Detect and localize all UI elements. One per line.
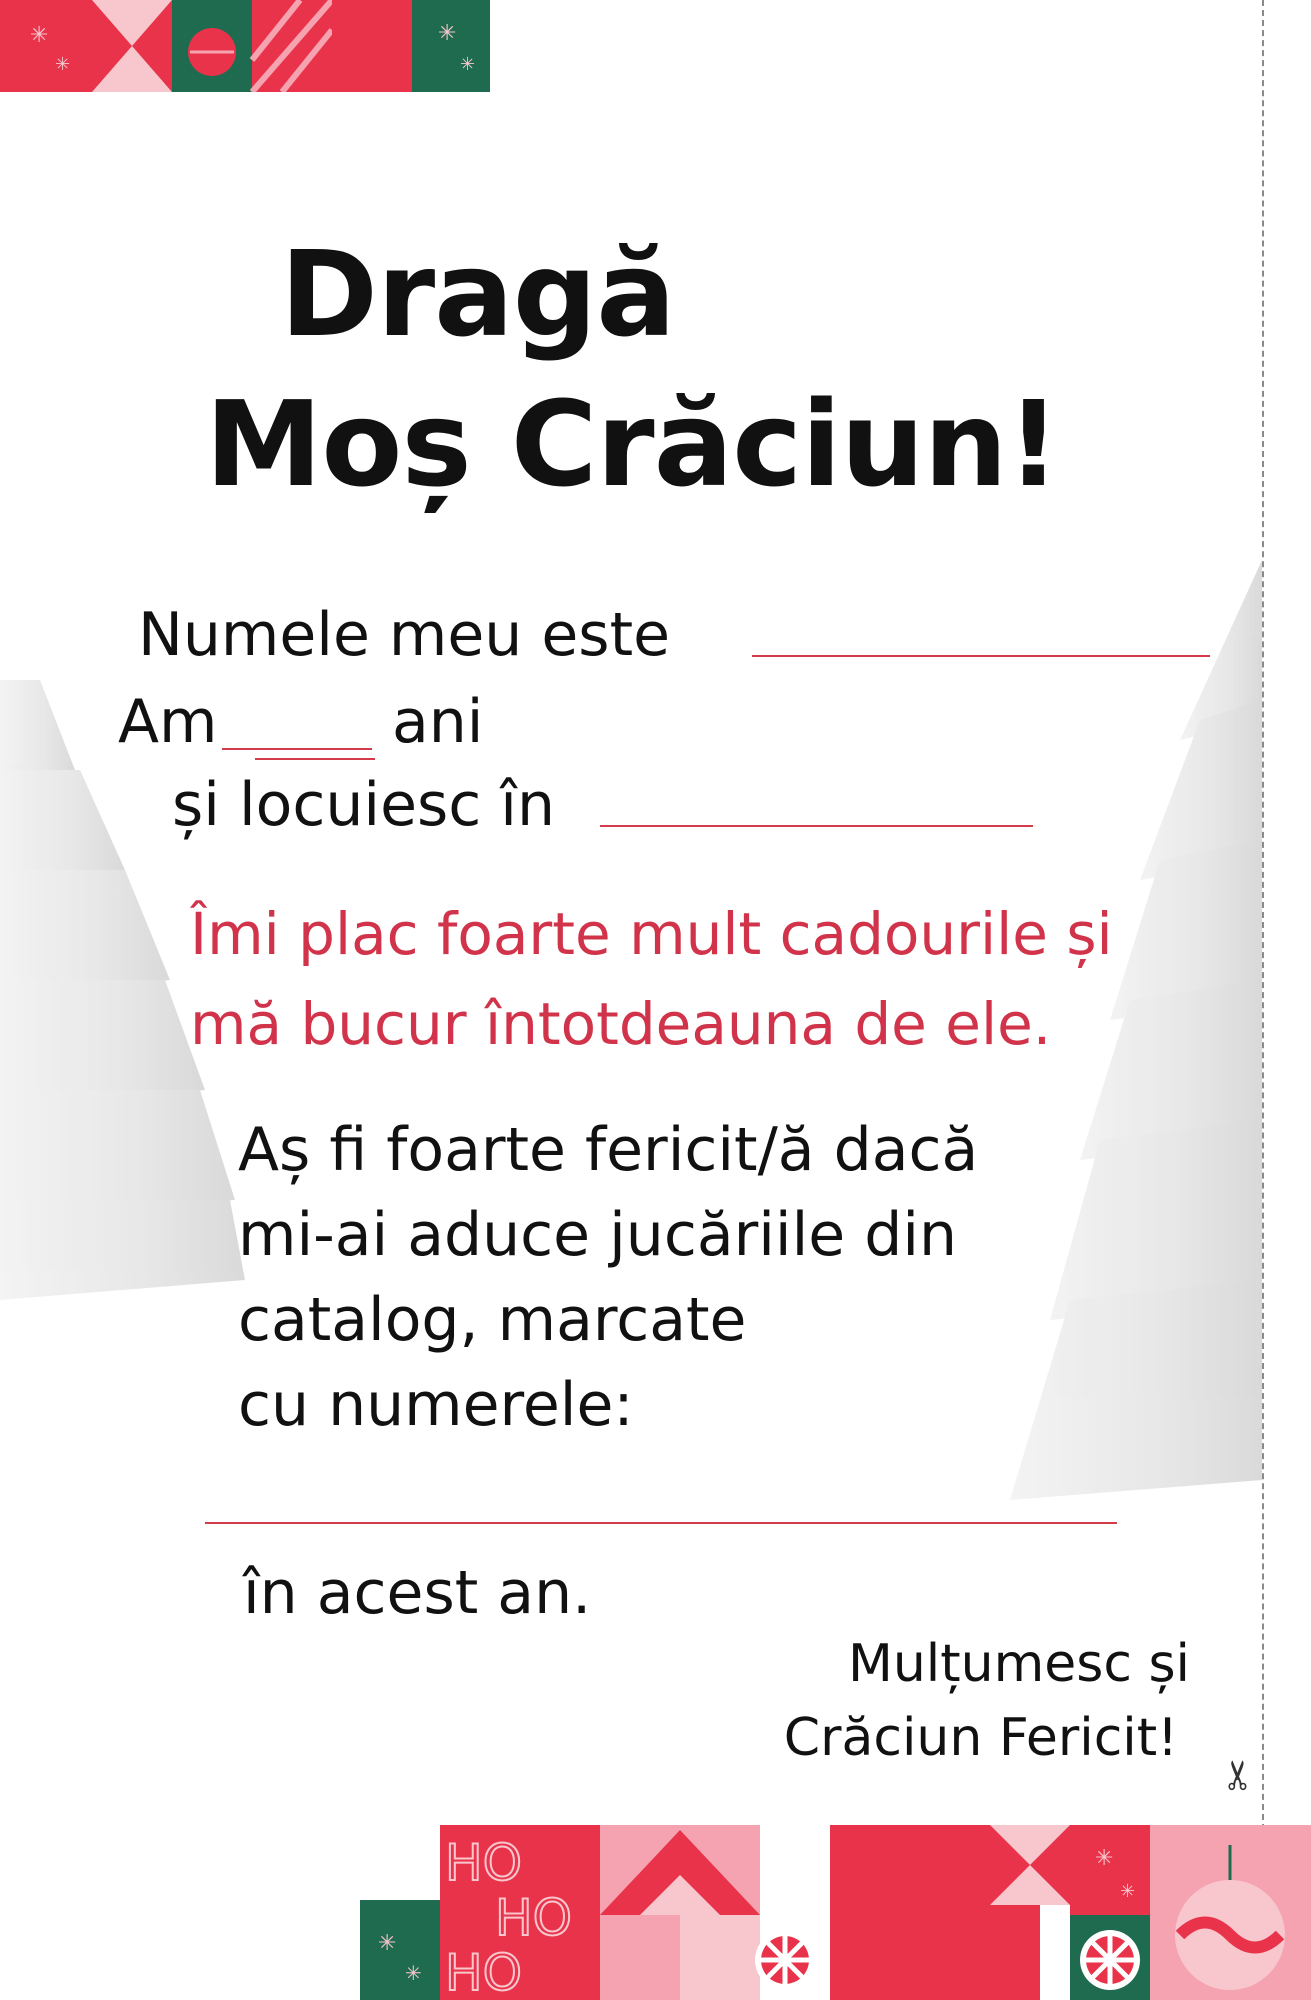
snowflake-icon: ✳ [1095, 1846, 1114, 1871]
wish-line-4: cu numerele: [238, 1370, 634, 1440]
ho-text: HO [495, 1889, 572, 1947]
like-line-2: mă bucur întotdeauna de ele. [190, 990, 1052, 1058]
wish-line-2: mi-ai aduce jucăriile din [238, 1200, 958, 1270]
snowflake-icon: ✳ [405, 1961, 422, 1985]
like-line-1: Îmi plac foarte mult cadourile și [190, 900, 1113, 968]
bottom-decor-strip [360, 1825, 1311, 2000]
top-decor-strip [0, 0, 490, 92]
year-line: în acest an. [243, 1558, 592, 1628]
snowflake-icon: ✳ [55, 54, 71, 75]
location-blank[interactable] [600, 825, 1033, 827]
letter-title-line-2: Moș Crăciun! [205, 375, 1060, 513]
age-blank[interactable] [222, 748, 372, 750]
wish-line-1: Aș fi foarte fericit/ă dacă [238, 1115, 979, 1185]
wish-line-3: catalog, marcate [238, 1285, 747, 1355]
snowflake-icon: ✳ [30, 23, 49, 48]
name-blank[interactable] [752, 655, 1210, 657]
snowflake-icon: ✳ [378, 1931, 397, 1956]
snowflake-icon: ✳ [438, 21, 457, 46]
toy-numbers-blank[interactable] [205, 1522, 1117, 1524]
location-label: și locuiesc în [172, 770, 555, 840]
name-label: Numele meu este [138, 600, 671, 670]
age-prefix: Am [118, 687, 218, 757]
thanks-line-2: Crăciun Fericit! [783, 1708, 1178, 1768]
age-blank-underline [255, 758, 375, 760]
thanks-line-1: Mulțumesc și [847, 1634, 1190, 1694]
snowflake-icon: ✳ [460, 54, 476, 75]
scissors-icon: ✂ [1215, 1758, 1262, 1792]
age-suffix: ani [392, 687, 484, 757]
ho-text: HO [445, 1834, 522, 1892]
snowflake-icon: ✳ [1120, 1881, 1136, 1902]
letter-title-line-1: Dragă [280, 225, 675, 363]
ho-text: HO [445, 1944, 522, 2000]
